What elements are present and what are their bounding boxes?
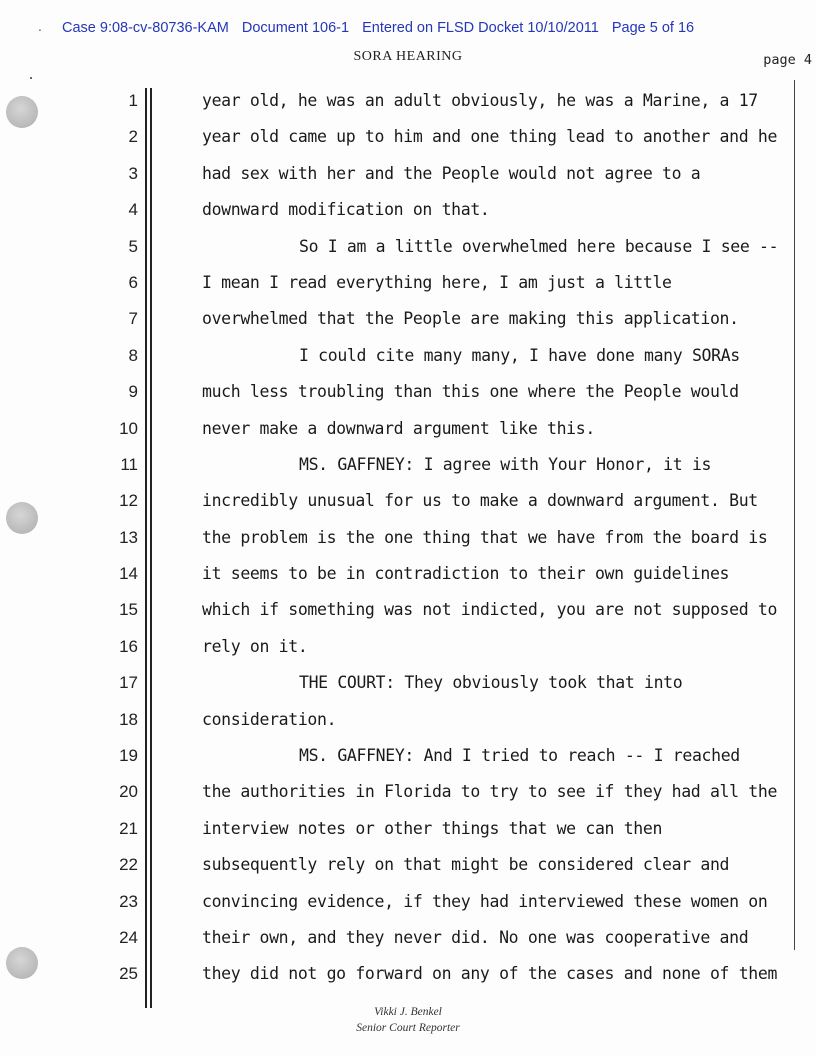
line-number: 5 (128, 236, 138, 256)
transcript-line: I mean I read everything here, I am just a little (202, 272, 672, 292)
line-number: 14 (119, 564, 138, 584)
transcript-line: never make a downward argument like this. (202, 418, 595, 438)
right-margin-rule (794, 80, 795, 950)
transcript-line: THE COURT: They obviously took that into (299, 673, 683, 693)
transcript-line: subsequently rely on that might be considered clear and (202, 855, 730, 875)
punch-hole-top (6, 96, 38, 128)
scan-speck (30, 77, 32, 79)
transcript-line: I could cite many many, I have done many SORAs (299, 345, 740, 365)
transcript-line: their own, and they never did. No one was cooperative and (202, 927, 749, 947)
document-number: Document 106-1 (241, 20, 350, 36)
filing-header (62, 20, 703, 36)
transcript-line: which if something was not indicted, you are not supposed to (202, 600, 778, 620)
margin-rule-right (150, 88, 152, 1008)
transcript-body (202, 86, 787, 996)
line-number: 13 (119, 527, 138, 547)
line-number: 10 (119, 418, 138, 438)
transcript-line: rely on it. (202, 636, 308, 656)
line-number: 2 (128, 127, 138, 147)
reporter-title: Senior Court Reporter (356, 1022, 460, 1034)
hearing-title: SORA HEARING (353, 49, 463, 64)
line-number: 19 (119, 746, 138, 766)
line-number: 25 (119, 964, 138, 984)
line-number: 17 (119, 673, 138, 693)
line-number: 23 (119, 891, 138, 911)
stray-mark: . (38, 18, 42, 34)
transcript-line: downward modification on that. (202, 200, 490, 220)
line-number: 15 (119, 600, 138, 620)
page-count: Page 5 of 16 (611, 20, 695, 36)
line-number: 12 (119, 491, 138, 511)
transcript-line: consideration. (202, 709, 337, 729)
line-number: 18 (119, 709, 138, 729)
punch-hole-bottom (6, 947, 38, 979)
transcript-line: interview notes or other things that we can then (202, 818, 663, 838)
margin-rule-left (145, 88, 147, 1008)
line-number: 8 (128, 345, 138, 365)
line-number: 1 (128, 91, 138, 110)
line-number: 16 (119, 636, 138, 656)
line-number: 3 (128, 163, 138, 183)
reporter-name: Vikki J. Benkel (374, 1006, 442, 1018)
transcript-line: much less troubling than this one where the People would (202, 382, 739, 402)
transcript-line: overwhelmed that the People are making this application. (202, 309, 739, 329)
line-number: 22 (119, 855, 138, 875)
transcript-line: MS. GAFFNEY: And I tried to reach -- I reached (299, 746, 740, 766)
punch-hole-middle (6, 502, 38, 534)
line-number: 24 (119, 927, 138, 947)
transcript-line: it seems to be in contradiction to their own guidelines (202, 564, 730, 584)
transcript-line: they did not go forward on any of the cases and none of them (202, 964, 778, 984)
line-number: 20 (119, 782, 138, 802)
transcript-line: MS. GAFFNEY: I agree with Your Honor, it is (299, 454, 712, 474)
transcript-line: the authorities in Florida to try to see if they had all the (202, 782, 778, 802)
line-number: 6 (128, 272, 138, 292)
page-label: page 4 (763, 52, 812, 68)
transcript-line: had sex with her and the People would not agree to a (202, 163, 701, 183)
reporter-footer (0, 1004, 816, 1036)
line-number-column (96, 86, 138, 996)
line-number: 21 (119, 818, 138, 838)
line-number: 4 (128, 200, 138, 220)
line-number: 11 (120, 454, 138, 474)
transcript-line: convincing evidence, if they had interviewed these women on (202, 891, 768, 911)
docket-entry: Entered on FLSD Docket 10/10/2011 (362, 20, 599, 36)
transcript-line: So I am a little overwhelmed here because I see -- (299, 236, 779, 256)
transcript-line: incredibly unusual for us to make a downward argument. But (202, 491, 758, 511)
case-number: Case 9:08-cv-80736-KAM (62, 20, 229, 36)
line-number: 9 (128, 382, 138, 402)
transcript-line: year old came up to him and one thing lead to another and he (202, 127, 778, 147)
transcript-line: year old, he was an adult obviously, he was a Marine, a 17 (202, 91, 758, 110)
transcript-line: the problem is the one thing that we have from the board is (202, 527, 768, 547)
line-number: 7 (128, 309, 138, 329)
